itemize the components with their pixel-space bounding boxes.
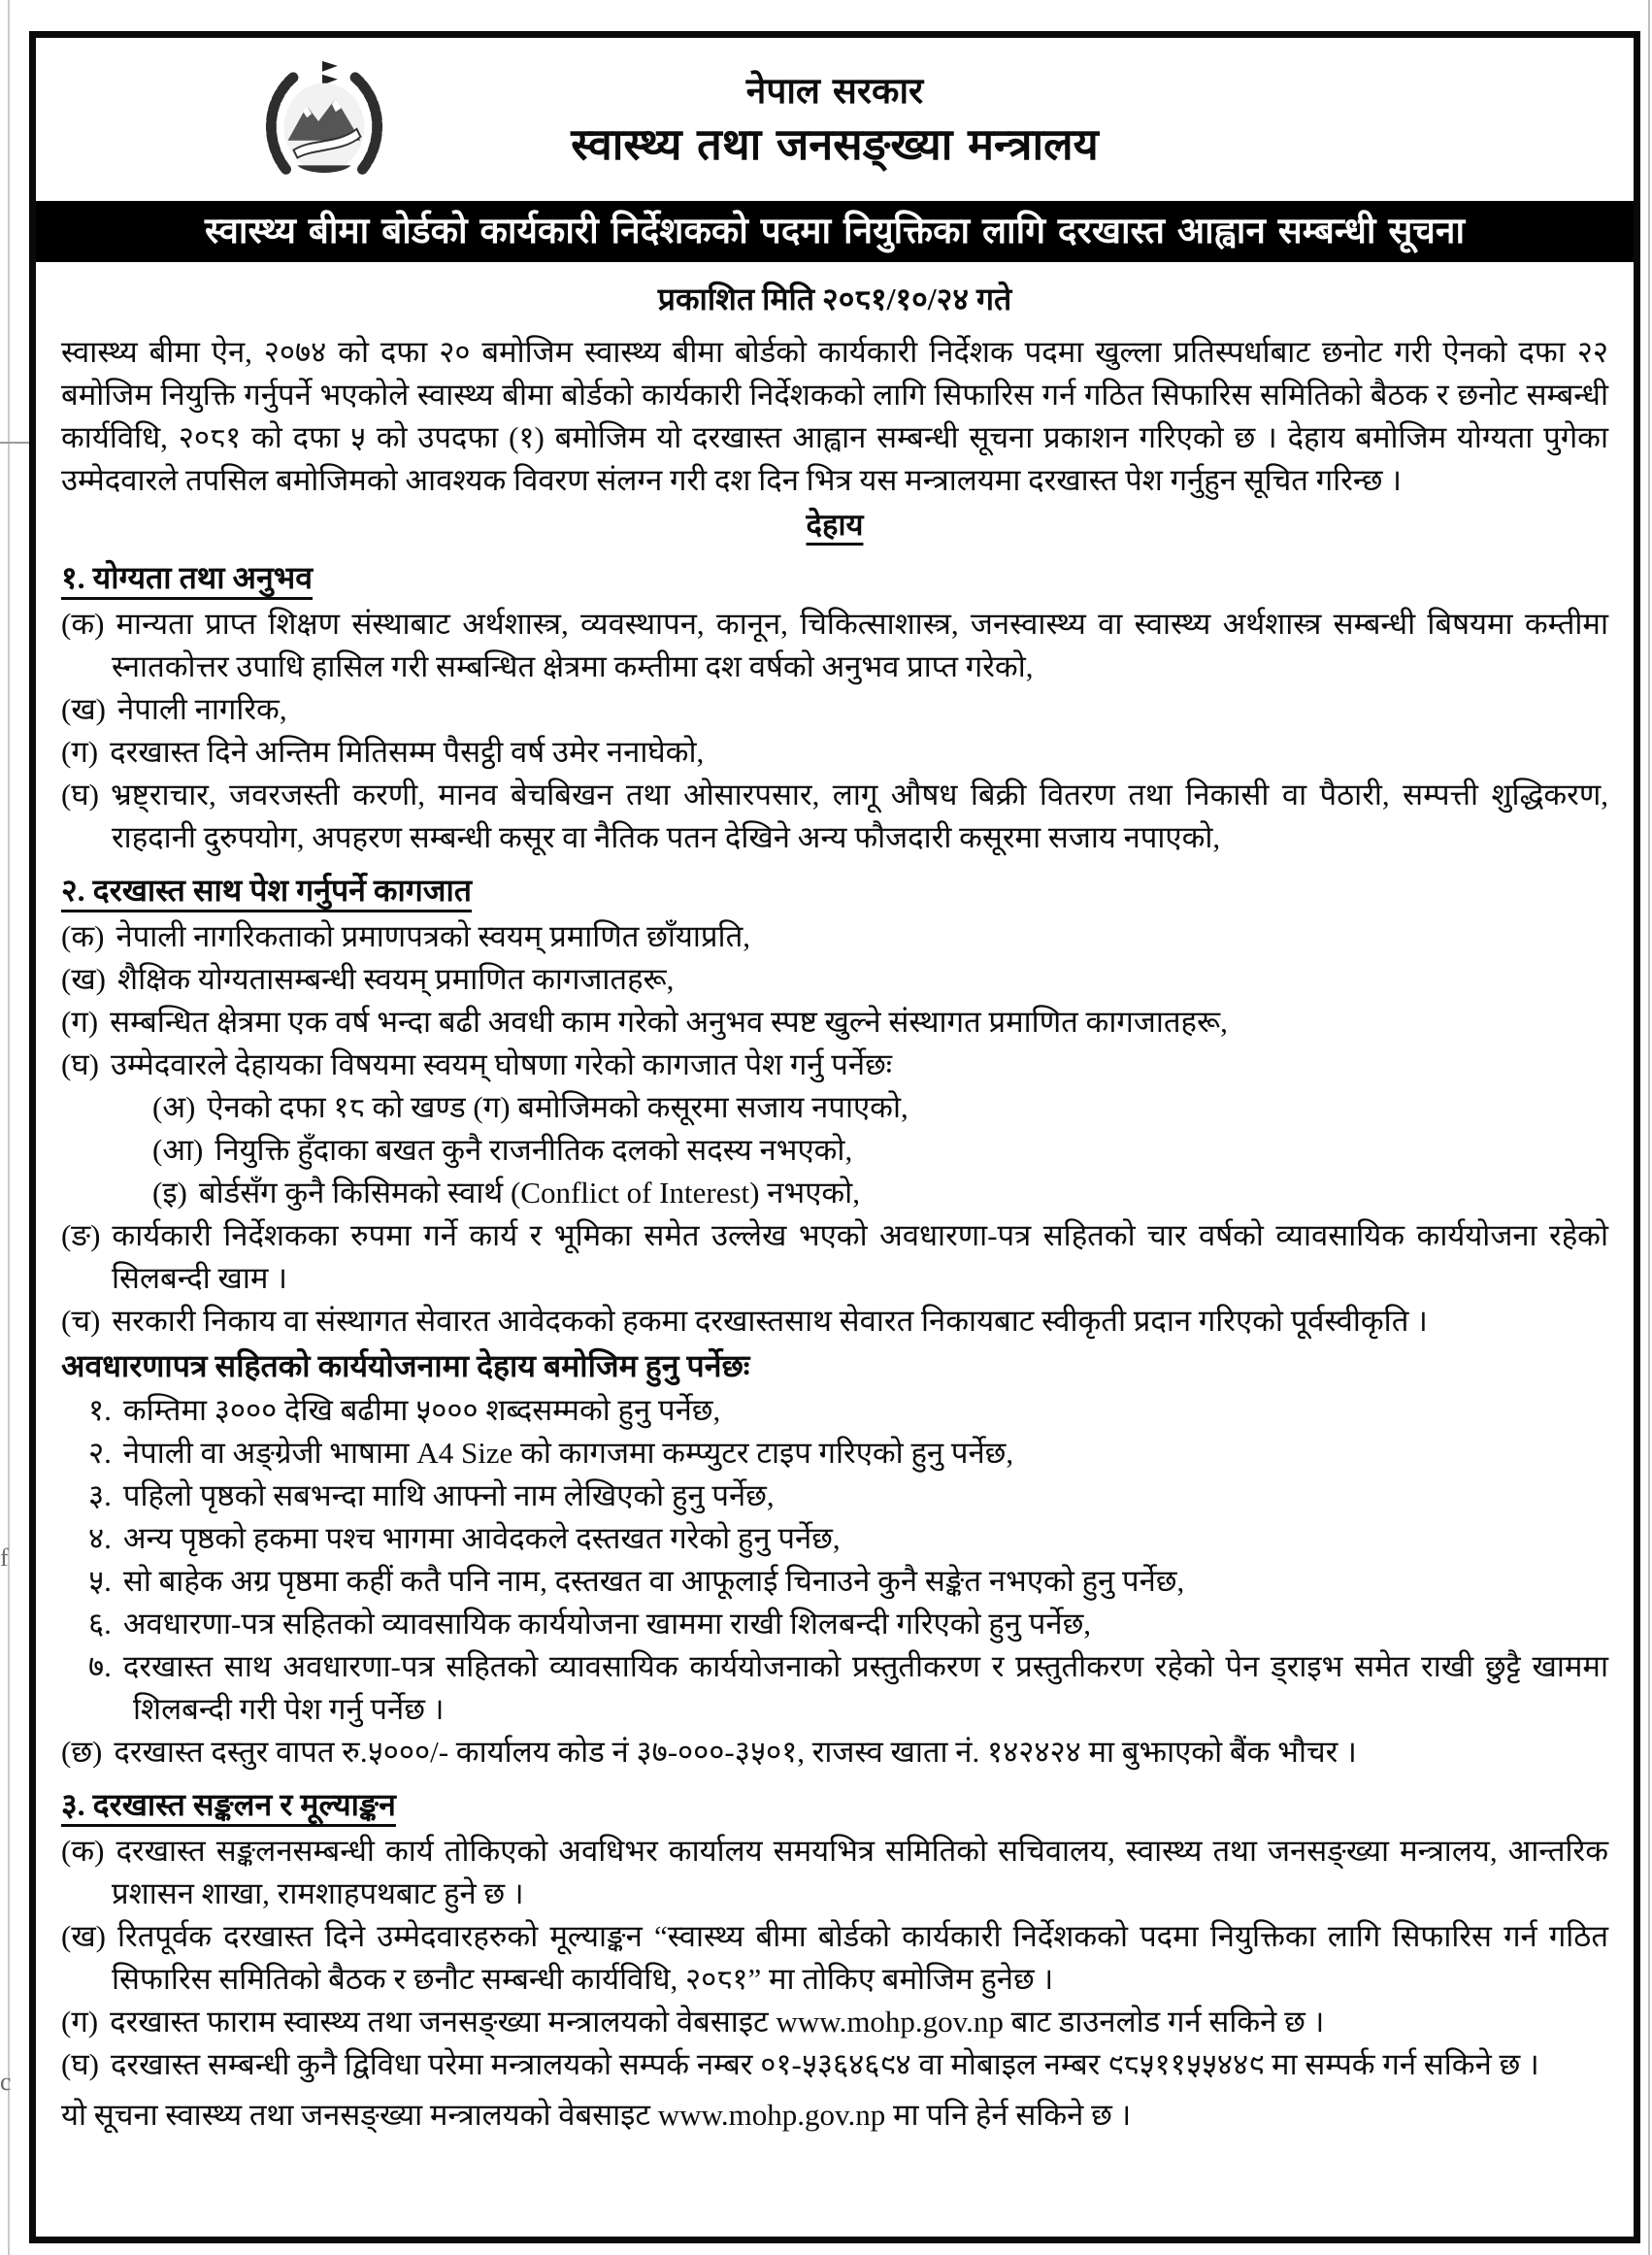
item-text: रितपूर्वक दरखास्त दिने उम्मेदवारहरुको मूल्याङ्कन “स्वास्थ्य बीमा बोर्डको कार्यकारी निर्देशकको पदमा नियुक्तिका लागि सिफारिस गर्न गठित सिफारिस समितिको बैठक र छनौट सम्बन्धी कार्यविधि, २०८१” मा तोकिए बमोजिम हुनेछ । (112, 1919, 1608, 1996)
footer-note: यो सूचना स्वास्थ्य तथा जनसङ्ख्या मन्त्रालयको वेबसाइट www.mohp.gov.np मा पनि हेर्न सकिने छ । (61, 2098, 1132, 2132)
list-item (61, 1915, 1608, 2001)
item-text: उम्मेदवारले देहायका विषयमा स्वयम् घोषणा गरेको कागजात पेश गर्नु पर्नेछः (110, 1047, 893, 1081)
item-label: २. (88, 1436, 112, 1470)
item-text: दरखास्त साथ अवधारणा-पत्र सहितको व्यावसायिक कार्ययोजनाको प्रस्तुतीकरण र प्रस्तुतीकरण रहेको पेन ड्राइभ समेत राखी छुट्टै खाममा शिलबन्दी गरी पेश गर्नु पर्नेछ । (122, 1649, 1608, 1726)
nepal-emblem-icon (257, 55, 391, 191)
list-item (61, 958, 1608, 1001)
list-item (61, 688, 1608, 731)
government-title: नेपाल सरकार (745, 70, 924, 112)
list-item (61, 2001, 1608, 2043)
notice-title-banner: स्वास्थ्य बीमा बोर्डको कार्यकारी निर्देशकको पदमा नियुक्तिका लागि दरखास्त आह्वान सम्बन्धी सूचना (36, 201, 1634, 262)
section-heading-documents: २. दरखास्त साथ पेश गर्नुपर्ने कागजात (61, 873, 473, 908)
sub-list-item (152, 1086, 1608, 1129)
dehaya-label: देहाय (806, 508, 864, 542)
item-label: (घ) (61, 1047, 99, 1081)
list-item (61, 1001, 1608, 1044)
item-label: १. (88, 1393, 112, 1427)
item-label: (ख) (61, 692, 107, 726)
notice-header (36, 38, 1634, 201)
item-label: (ग) (61, 1005, 99, 1039)
item-text: पहिलो पृष्ठको सबभन्दा माथि आफ्नो नाम लेखिएको हुनु पर्नेछ, (122, 1478, 775, 1512)
numbered-item (88, 1432, 1608, 1475)
list-item-fee (61, 1731, 1608, 1774)
item-text: नियुक्ति हुँदाका बखत कुनै राजनीतिक दलको सदस्य नभएको, (215, 1133, 853, 1167)
notice-box (29, 31, 1640, 2243)
list-item (61, 1300, 1608, 1343)
item-label: ७. (88, 1649, 112, 1683)
item-text: दरखास्त सम्बन्धी कुनै द्विविधा परेमा मन्त्रालयको सम्पर्क नम्बर ०१-५३६४६९४ वा मोबाइल नम्बर ९८५११५५४४९ मा सम्पर्क गर्न सकिने छ । (110, 2047, 1539, 2081)
list-item (61, 915, 1608, 958)
item-label: ५. (88, 1564, 112, 1598)
section-heading-qualification: १. योग्यता तथा अनुभव (61, 560, 314, 595)
item-label: (अ) (152, 1090, 196, 1124)
section-heading-evaluation: ३. दरखास्त सङ्कलन र मूल्याङ्कन (61, 1787, 396, 1822)
item-text: अन्य पृष्ठको हकमा पश्च भागमा आवेदकले दस्तखत गरेको हुनु पर्नेछ, (122, 1521, 841, 1555)
item-text: कार्यकारी निर्देशकका रुपमा गर्ने कार्य र भूमिका समेत उल्लेख भएको अवधारणा-पत्र सहितको चार वर्षको व्यावसायिक कार्ययोजना रहेको सिलबन्दी खाम । (112, 1218, 1608, 1295)
item-text: शैक्षिक योग्यतासम्बन्धी स्वयम् प्रमाणित कागजातहरू, (117, 962, 675, 996)
item-text: बोर्डसँग कुनै किसिमको स्वार्थ (Conflict of Interest) नभएको, (198, 1176, 860, 1210)
numbered-item (88, 1517, 1608, 1560)
numbered-item (88, 1645, 1608, 1731)
item-label: ४. (88, 1521, 112, 1555)
sub-list-item (152, 1129, 1608, 1172)
item-text: सरकारी निकाय वा संस्थागत सेवारत आवेदकको हकमा दरखास्तसाथ सेवारत निकायबाट स्वीकृती प्रदान गरिएको पूर्वस्वीकृति । (112, 1304, 1428, 1338)
sub-list-item (152, 1172, 1608, 1214)
list-item (61, 774, 1608, 859)
notice-body (36, 278, 1634, 2137)
intro-paragraph: स्वास्थ्य बीमा ऐन, २०७४ को दफा २० बमोजिम स्वास्थ्य बीमा बोर्डको कार्यकारी निर्देशक पदमा खुल्ला प्रतिस्पर्धाबाट छनोट गरी ऐनको दफा २२ बमोजिम नियुक्ति गर्नुपर्ने भएकोले स्वास्थ्य बीमा बोर्डको कार्यकारी निर्देशकको लागि सिफारिस गर्न गठित सिफारिस समितिको बैठक र छनोट सम्बन्धी कार्यविधि, २०८१ को दफा ५ को उपदफा (१) बमोजिम यो दरखास्त आह्वान सम्बन्धी सूचना प्रकाशन गरिएको छ । देहाय बमोजिम योग्यता पुगेका उम्मेदवारले तपसिल बमोजिमको आवश्यक विवरण संलग्न गरी दश दिन भित्र यस मन्त्रालयमा दरखास्त पेश गर्नुहुन सूचित गरिन्छ । (61, 335, 1608, 497)
list-item (61, 1214, 1608, 1300)
item-text: ऐनको दफा १८ को खण्ड (ग) बमोजिमको कसूरमा सजाय नपाएको, (207, 1090, 909, 1124)
left-gutter-divider (0, 442, 29, 444)
item-text: मान्यता प्राप्त शिक्षण संस्थाबाट अर्थशास्त्र, व्यवस्थापन, कानून, चिकित्साशास्त्र, जनस्वास्थ्य वा स्वास्थ्य अर्थशास्त्र सम्बन्धी बिषयमा कम्तीमा स्नातकोत्तर उपाधि हासिल गरी सम्बन्धित क्षेत्रमा कम्तीमा दश वर्षको अनुभव प्राप्त गरेको, (112, 607, 1608, 683)
item-label: (ग) (61, 2005, 99, 2039)
list-item (61, 2043, 1608, 2086)
item-label: ६. (88, 1607, 112, 1641)
list-item (61, 731, 1608, 774)
list-item (61, 1044, 1608, 1086)
left-column-rule (8, 0, 10, 2255)
item-label: (च) (61, 1304, 101, 1338)
item-text: नेपाली नागरिकताको प्रमाणपत्रको स्वयम् प्रमाणित छाँयाप्रति, (116, 919, 751, 953)
right-column-rule (1648, 0, 1650, 2255)
item-text: भ्रष्ट्राचार, जवरजस्ती करणी, मानव बेचबिखन तथा ओसारपसार, लागू औषध बिक्री वितरण तथा निकासी वा पैठारी, सम्पत्ती शुद्धिकरण, राहदानी दुरुपयोग, अपहरण सम्बन्धी कसूर वा नैतिक पतन देखिने अन्य फौजदारी कसूरमा सजाय नपाएको, (110, 778, 1608, 854)
numbered-item (88, 1560, 1608, 1603)
item-text: सो बाहेक अग्र पृष्ठमा कहीं कतै पनि नाम, दस्तखत वा आफूलाई चिनाउने कुनै सङ्केत नभएको हुनु पर्नेछ, (122, 1564, 1185, 1598)
clipped-adjacent-text: f (0, 1543, 9, 1572)
item-label: (ख) (61, 1919, 107, 1953)
item-label: (ख) (61, 962, 107, 996)
item-label: (छ) (61, 1735, 103, 1769)
item-label: (ग) (61, 735, 99, 769)
item-label: (क) (61, 1834, 105, 1868)
item-text: दरखास्त सङ्कलनसम्बन्धी कार्य तोकिएको अवधिभर कार्यालय समयभित्र समितिको सचिवालय, स्वास्थ्य तथा जनसङ्ख्या मन्त्रालय, आन्तरिक प्रशासन शाखा, रामशाहपथबाट हुने छ । (112, 1834, 1608, 1910)
item-text: दरखास्त दिने अन्तिम मितिसम्म पैसट्ठी वर्ष उमेर ननाघेको, (110, 735, 705, 769)
ministry-title: स्वास्थ्य तथा जनसङ्ख्या मन्त्रालय (571, 117, 1099, 170)
item-label: (आ) (152, 1133, 204, 1167)
list-item (61, 603, 1608, 688)
item-label: (इ) (152, 1176, 187, 1210)
item-label: (घ) (61, 2047, 99, 2081)
item-label: (क) (61, 919, 105, 953)
numbered-item (88, 1603, 1608, 1645)
numbered-item (88, 1389, 1608, 1432)
list-item (61, 1830, 1608, 1915)
item-text: दरखास्त फाराम स्वास्थ्य तथा जनसङ्ख्या मन्त्रालयको वेबसाइट www.mohp.gov.np बाट डाउनलोड गर्न सकिने छ । (110, 2005, 1325, 2039)
item-label: (घ) (61, 778, 99, 812)
item-text: दरखास्त दस्तुर वापत रु.५०००/- कार्यालय कोड नं ३७-०००-३५०१, राजस्व खाता नं. १४२४२४ मा बुझाएको बैंक भौचर । (114, 1735, 1357, 1769)
item-label: (ङ) (61, 1218, 101, 1252)
item-label: (क) (61, 607, 105, 641)
numbered-item (88, 1475, 1608, 1517)
concept-note-heading: अवधारणापत्र सहितको कार्ययोजनामा देहाय बमोजिम हुनु पर्नेछः (61, 1348, 750, 1383)
published-date: प्रकाशित मिति २०८१/१०/२४ गते (657, 282, 1012, 316)
item-text: नेपाली वा अङ्ग्रेजी भाषामा A4 Size को कागजमा कम्प्युटर टाइप गरिएको हुनु पर्नेछ, (122, 1436, 1014, 1470)
item-text: अवधारणा-पत्र सहितको व्यावसायिक कार्ययोजना खाममा राखी शिलबन्दी गरिएको हुनु पर्नेछ, (122, 1607, 1092, 1641)
item-text: सम्बन्धित क्षेत्रमा एक वर्ष भन्दा बढी अवधी काम गरेको अनुभव स्पष्ट खुल्ने संस्थागत प्रमाणित कागजातहरू, (110, 1005, 1228, 1039)
item-text: नेपाली नागरिक, (117, 692, 287, 726)
clipped-adjacent-text: c (0, 2068, 12, 2096)
item-label: ३. (88, 1478, 112, 1512)
item-text: कम्तिमा ३००० देखि बढीमा ५००० शब्दसम्मको हुनु पर्नेछ, (122, 1393, 721, 1427)
